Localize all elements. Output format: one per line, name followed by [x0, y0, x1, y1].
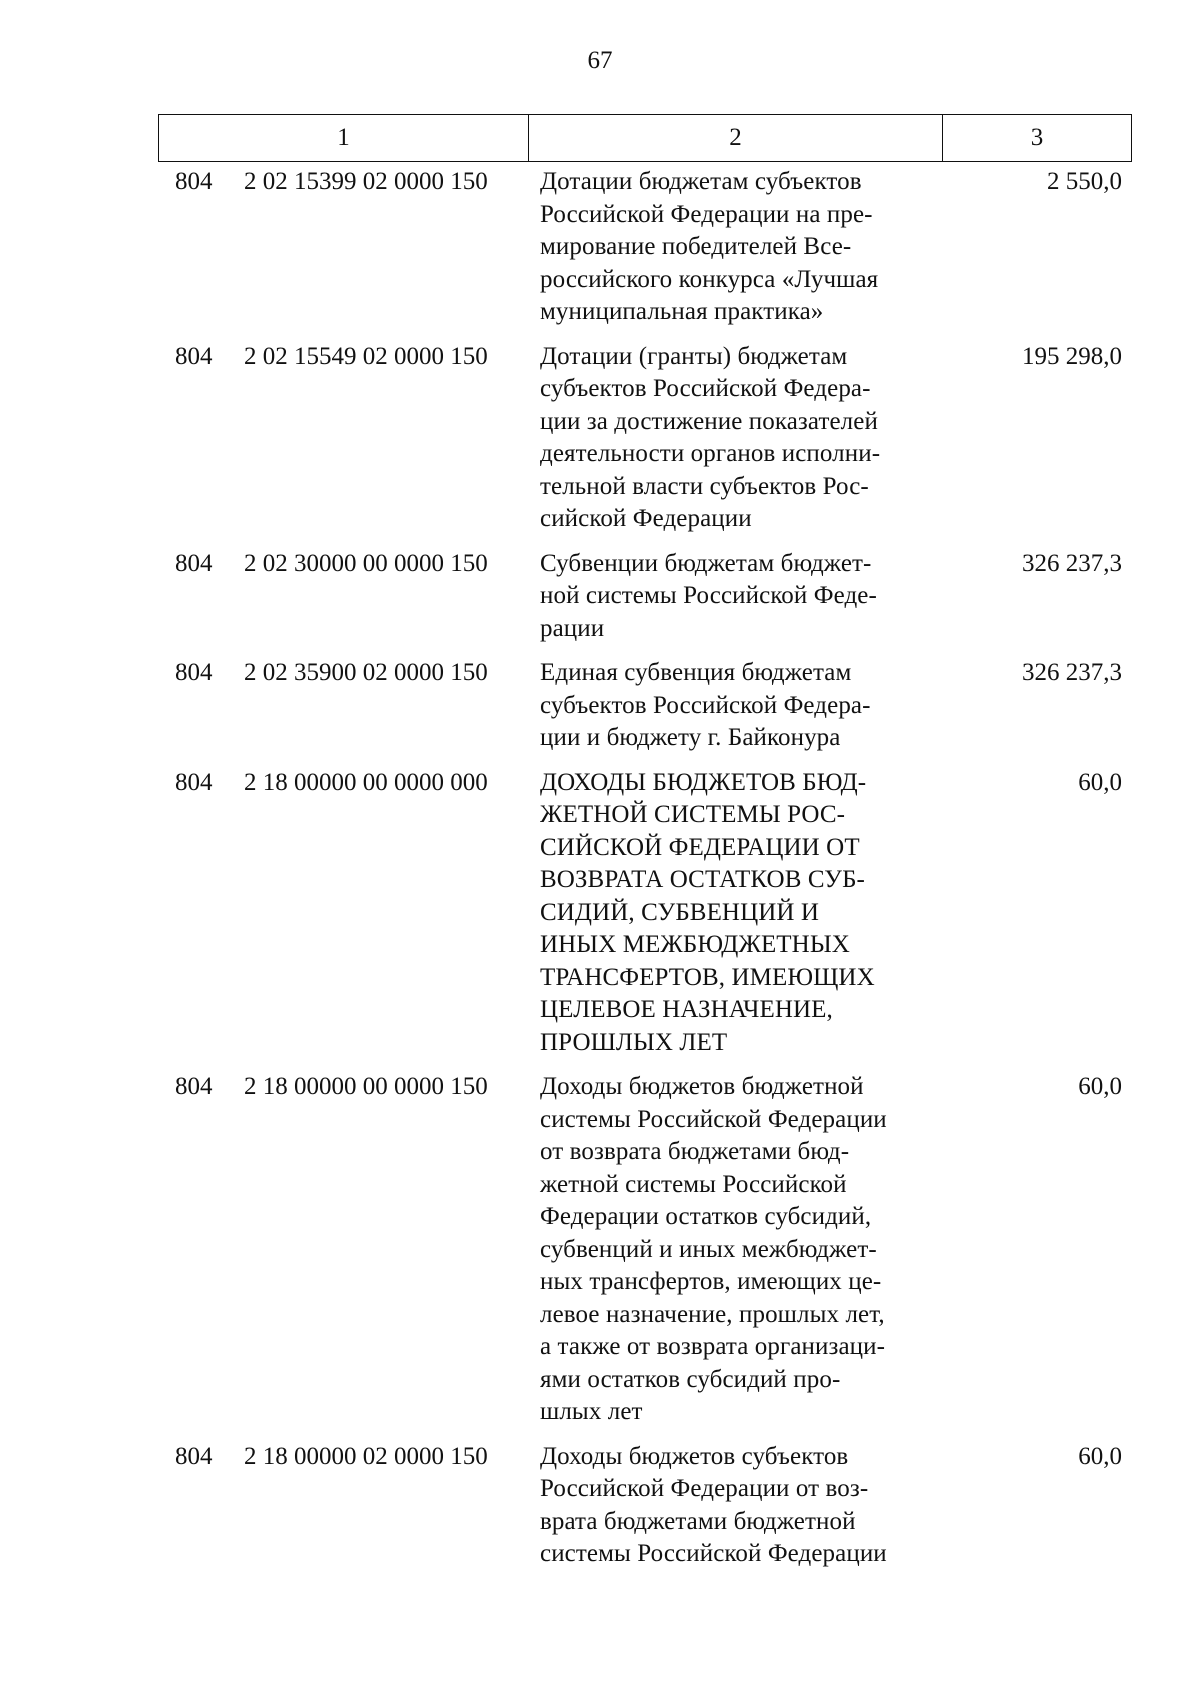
table-row: [0, 166, 1200, 329]
income-code: 2 18 00000 02 0000 150: [244, 1442, 488, 1470]
column-header-table: [158, 114, 1132, 162]
column-header-3: 3: [943, 115, 1132, 162]
column-header-1: 1: [159, 115, 529, 162]
table-row: [0, 1071, 1200, 1429]
page-number: 67: [587, 47, 613, 74]
income-code: 2 02 30000 00 0000 150: [244, 549, 488, 577]
income-code: 2 02 15399 02 0000 150: [244, 168, 488, 195]
admin-code: 804: [175, 659, 213, 686]
admin-code: 804: [175, 342, 213, 370]
income-code: 2 02 15549 02 0000 150: [244, 342, 488, 370]
table-row: [0, 767, 1200, 1060]
income-description: Дотации бюджетам субъектов Российской Федерации на пре- мирование победителей Все- российского конкурса «Лучшая муниципальная практика»: [540, 168, 879, 325]
income-description: Единая субвенция бюджетам субъектов Российской Федера- ции и бюджету г. Байконура: [540, 659, 871, 751]
table-row: [0, 657, 1200, 755]
amount: 60,0: [1078, 768, 1122, 796]
income-description: Доходы бюджетов бюджетной системы Российской Федерации от возврата бюджетами бюд- жетной системы Российской Федерации остатков субсидий, субвенций и иных межбюджет- ных трансфертов, имеющих це- левое назначение, прошлых лет, а также от возврата организаци- ями остатков субсидий про- шлых лет: [540, 1073, 887, 1425]
amount: 60,0: [1078, 1442, 1122, 1470]
income-code: 2 18 00000 00 0000 150: [244, 1073, 488, 1100]
table-row: [0, 548, 1200, 646]
income-description: Доходы бюджетов субъектов Российской Федерации от воз- врата бюджетами бюджетной системы Российской Федерации: [540, 1442, 887, 1567]
table-row: [0, 341, 1200, 536]
income-description: Субвенции бюджетам бюджет- ной системы Российской Феде- рации: [540, 549, 877, 642]
budget-table-body: [0, 166, 1200, 1583]
amount: 326 237,3: [1022, 549, 1122, 577]
admin-code: 804: [175, 1442, 213, 1470]
income-description: ДОХОДЫ БЮДЖЕТОВ БЮД- ЖЕТНОЙ СИСТЕМЫ РОС- СИЙСКОЙ ФЕДЕРАЦИИ ОТ ВОЗВРАТА ОСТАТКОВ СУБ- СИДИЙ, СУБВЕНЦИЙ И ИНЫХ МЕЖБЮДЖЕТНЫХ ТРАНСФЕРТОВ, ИМЕЮЩИХ ЦЕЛЕВОЕ НАЗНАЧЕНИЕ, ПРОШЛЫХ ЛЕТ: [540, 768, 875, 1056]
amount: 2 550,0: [1047, 168, 1122, 195]
income-code: 2 18 00000 00 0000 000: [244, 768, 488, 796]
amount: 326 237,3: [1022, 659, 1122, 686]
admin-code: 804: [175, 768, 213, 796]
income-description: Дотации (гранты) бюджетам субъектов Российской Федера- ции за достижение показателей деятельности органов исполни- тельной власти субъектов Рос- сийской Федерации: [540, 342, 881, 532]
income-code: 2 02 35900 02 0000 150: [244, 659, 488, 686]
column-header-2: 2: [529, 115, 943, 162]
admin-code: 804: [175, 549, 213, 577]
column-header-row: [159, 115, 1132, 162]
amount: 60,0: [1078, 1073, 1122, 1100]
admin-code: 804: [175, 1073, 213, 1100]
amount: 195 298,0: [1022, 342, 1122, 370]
table-row: [0, 1441, 1200, 1571]
admin-code: 804: [175, 168, 213, 195]
